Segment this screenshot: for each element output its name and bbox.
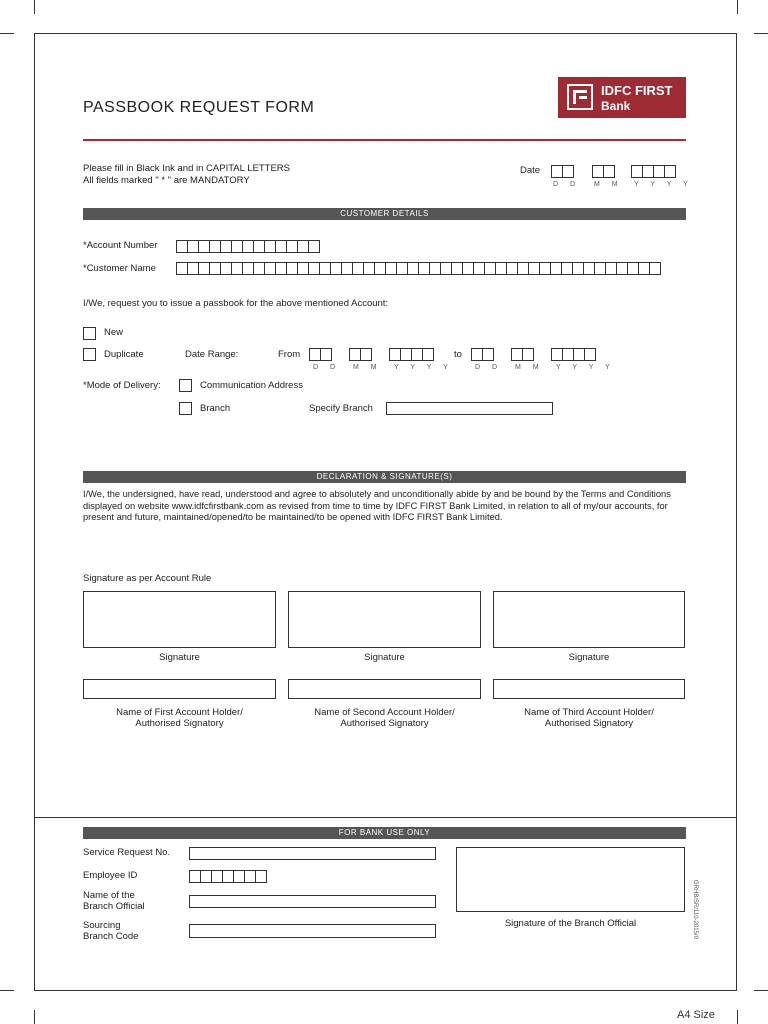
logo-text-line2: Bank [601, 99, 631, 113]
date-year-boxes[interactable] [631, 165, 675, 178]
crop-mark [34, 0, 35, 14]
crop-mark [0, 33, 14, 34]
signature-box-2[interactable] [288, 591, 481, 648]
instruction-line2: All fields marked " * " are MANDATORY [83, 175, 250, 186]
signature-box-3[interactable] [493, 591, 685, 648]
date-mm-hint: M M [594, 181, 623, 188]
declaration-header: DECLARATION & SIGNATURE(S) [83, 471, 686, 483]
crop-mark [737, 0, 738, 14]
crop-mark [754, 33, 768, 34]
declaration-text: I/We, the undersigned, have read, understood and agree to absolutely and unconditionally abide by and be bound by the Terms and Conditions displayed on website www.idfcfirstbank.com as revised from time to time by IDFC FIRST Bank Limited, in relation to all of my/our accounts, for present and future, maintained/opened/to be maintained/to be opened with IDFC FIRST Bank Limited. [83, 489, 671, 523]
branch-checkbox[interactable] [179, 402, 192, 415]
holder-caption-2-line1: Name of Second Account Holder/ [314, 707, 455, 718]
holder-caption-1 [83, 707, 276, 729]
holder-name-field-1[interactable] [83, 679, 276, 699]
communication-address-checkbox[interactable] [179, 379, 192, 392]
service-request-field[interactable] [189, 847, 436, 860]
new-checkbox[interactable] [83, 327, 96, 340]
employee-id-boxes[interactable] [189, 870, 266, 883]
crop-mark [754, 990, 768, 991]
sourcing-label-line2: Branch Code [83, 931, 139, 942]
specify-branch-field[interactable] [386, 402, 553, 415]
sourcing-label-line1: Sourcing [83, 920, 121, 931]
crop-mark [0, 990, 14, 991]
date-label: Date [520, 165, 541, 176]
bank-use-header: FOR BANK USE ONLY [83, 827, 686, 839]
date-dd-hint: D D [553, 181, 581, 188]
holder-caption-3-line1: Name of Third Account Holder/ [524, 707, 654, 718]
bank-use-divider [34, 817, 737, 818]
from-mm-hint: M M [353, 364, 382, 371]
to-yyyy-hint: Y Y Y Y [556, 364, 615, 371]
holder-caption-1-line2: Authorised Signatory [135, 718, 224, 729]
from-year-boxes[interactable] [389, 348, 433, 361]
logo-mark-icon [567, 84, 593, 110]
new-label: New [104, 327, 124, 338]
branch-official-label-line1: Name of the [83, 890, 135, 901]
to-month-boxes[interactable] [511, 348, 533, 361]
form-title: PASSBOOK REQUEST FORM [83, 99, 315, 116]
crop-mark [34, 1010, 35, 1024]
bank-logo [558, 77, 686, 118]
request-text: I/We, request you to issue a passbook for the above mentioned Account: [83, 298, 389, 309]
holder-caption-3 [493, 707, 685, 729]
to-mm-hint: M M [515, 364, 544, 371]
holder-caption-2-line2: Authorised Signatory [340, 718, 429, 729]
customer-details-header: CUSTOMER DETAILS [83, 208, 686, 220]
date-month-boxes[interactable] [592, 165, 614, 178]
to-label: to [454, 349, 462, 360]
branch-official-signature-box[interactable] [456, 847, 685, 912]
signature-rule-label: Signature as per Account Rule [83, 573, 212, 584]
form-code: GRHB/SR/110-2015/0 [692, 880, 698, 939]
account-number-boxes[interactable] [176, 240, 319, 253]
from-day-boxes[interactable] [309, 348, 331, 361]
holder-name-field-3[interactable] [493, 679, 685, 699]
instruction-line1: Please fill in Black Ink and in CAPITAL LETTERS [83, 163, 290, 174]
branch-official-signature-caption: Signature of the Branch Official [504, 918, 637, 929]
customer-name-boxes[interactable] [176, 262, 660, 275]
to-dd-hint: D D [475, 364, 503, 371]
to-year-boxes[interactable] [551, 348, 595, 361]
holder-name-field-2[interactable] [288, 679, 481, 699]
header-rule [83, 139, 686, 141]
signature-caption-2: Signature [364, 652, 405, 663]
from-yyyy-hint: Y Y Y Y [394, 364, 453, 371]
to-day-boxes[interactable] [471, 348, 493, 361]
holder-caption-2 [288, 707, 481, 729]
holder-caption-1-line1: Name of First Account Holder/ [116, 707, 243, 718]
holder-caption-3-line2: Authorised Signatory [544, 718, 634, 729]
account-number-label: *Account Number [83, 240, 158, 251]
duplicate-checkbox[interactable] [83, 348, 96, 361]
signature-caption-1: Signature [159, 652, 200, 663]
from-label: From [278, 349, 301, 360]
branch-official-label-line2: Branch Official [83, 901, 145, 912]
specify-branch-label: Specify Branch [309, 403, 373, 414]
crop-mark [737, 1010, 738, 1024]
from-month-boxes[interactable] [349, 348, 371, 361]
sourcing-branch-code-field[interactable] [189, 924, 436, 938]
service-request-label: Service Request No. [83, 847, 171, 858]
date-range-label: Date Range: [185, 349, 239, 360]
duplicate-label: Duplicate [104, 349, 144, 360]
customer-name-label: *Customer Name [83, 263, 156, 274]
from-dd-hint: D D [313, 364, 341, 371]
employee-id-label: Employee ID [83, 870, 138, 881]
size-label: A4 Size [677, 1009, 715, 1021]
mode-of-delivery-label: *Mode of Delivery: [83, 380, 161, 391]
date-day-boxes[interactable] [551, 165, 573, 178]
date-yyyy-hint: Y Y Y Y [634, 181, 693, 188]
branch-label: Branch [200, 403, 231, 414]
communication-address-label: Communication Address [200, 380, 303, 391]
logo-text-line1: IDFC FIRST [601, 83, 673, 98]
signature-caption-3: Signature [568, 652, 610, 663]
branch-official-field[interactable] [189, 895, 436, 908]
signature-box-1[interactable] [83, 591, 276, 648]
